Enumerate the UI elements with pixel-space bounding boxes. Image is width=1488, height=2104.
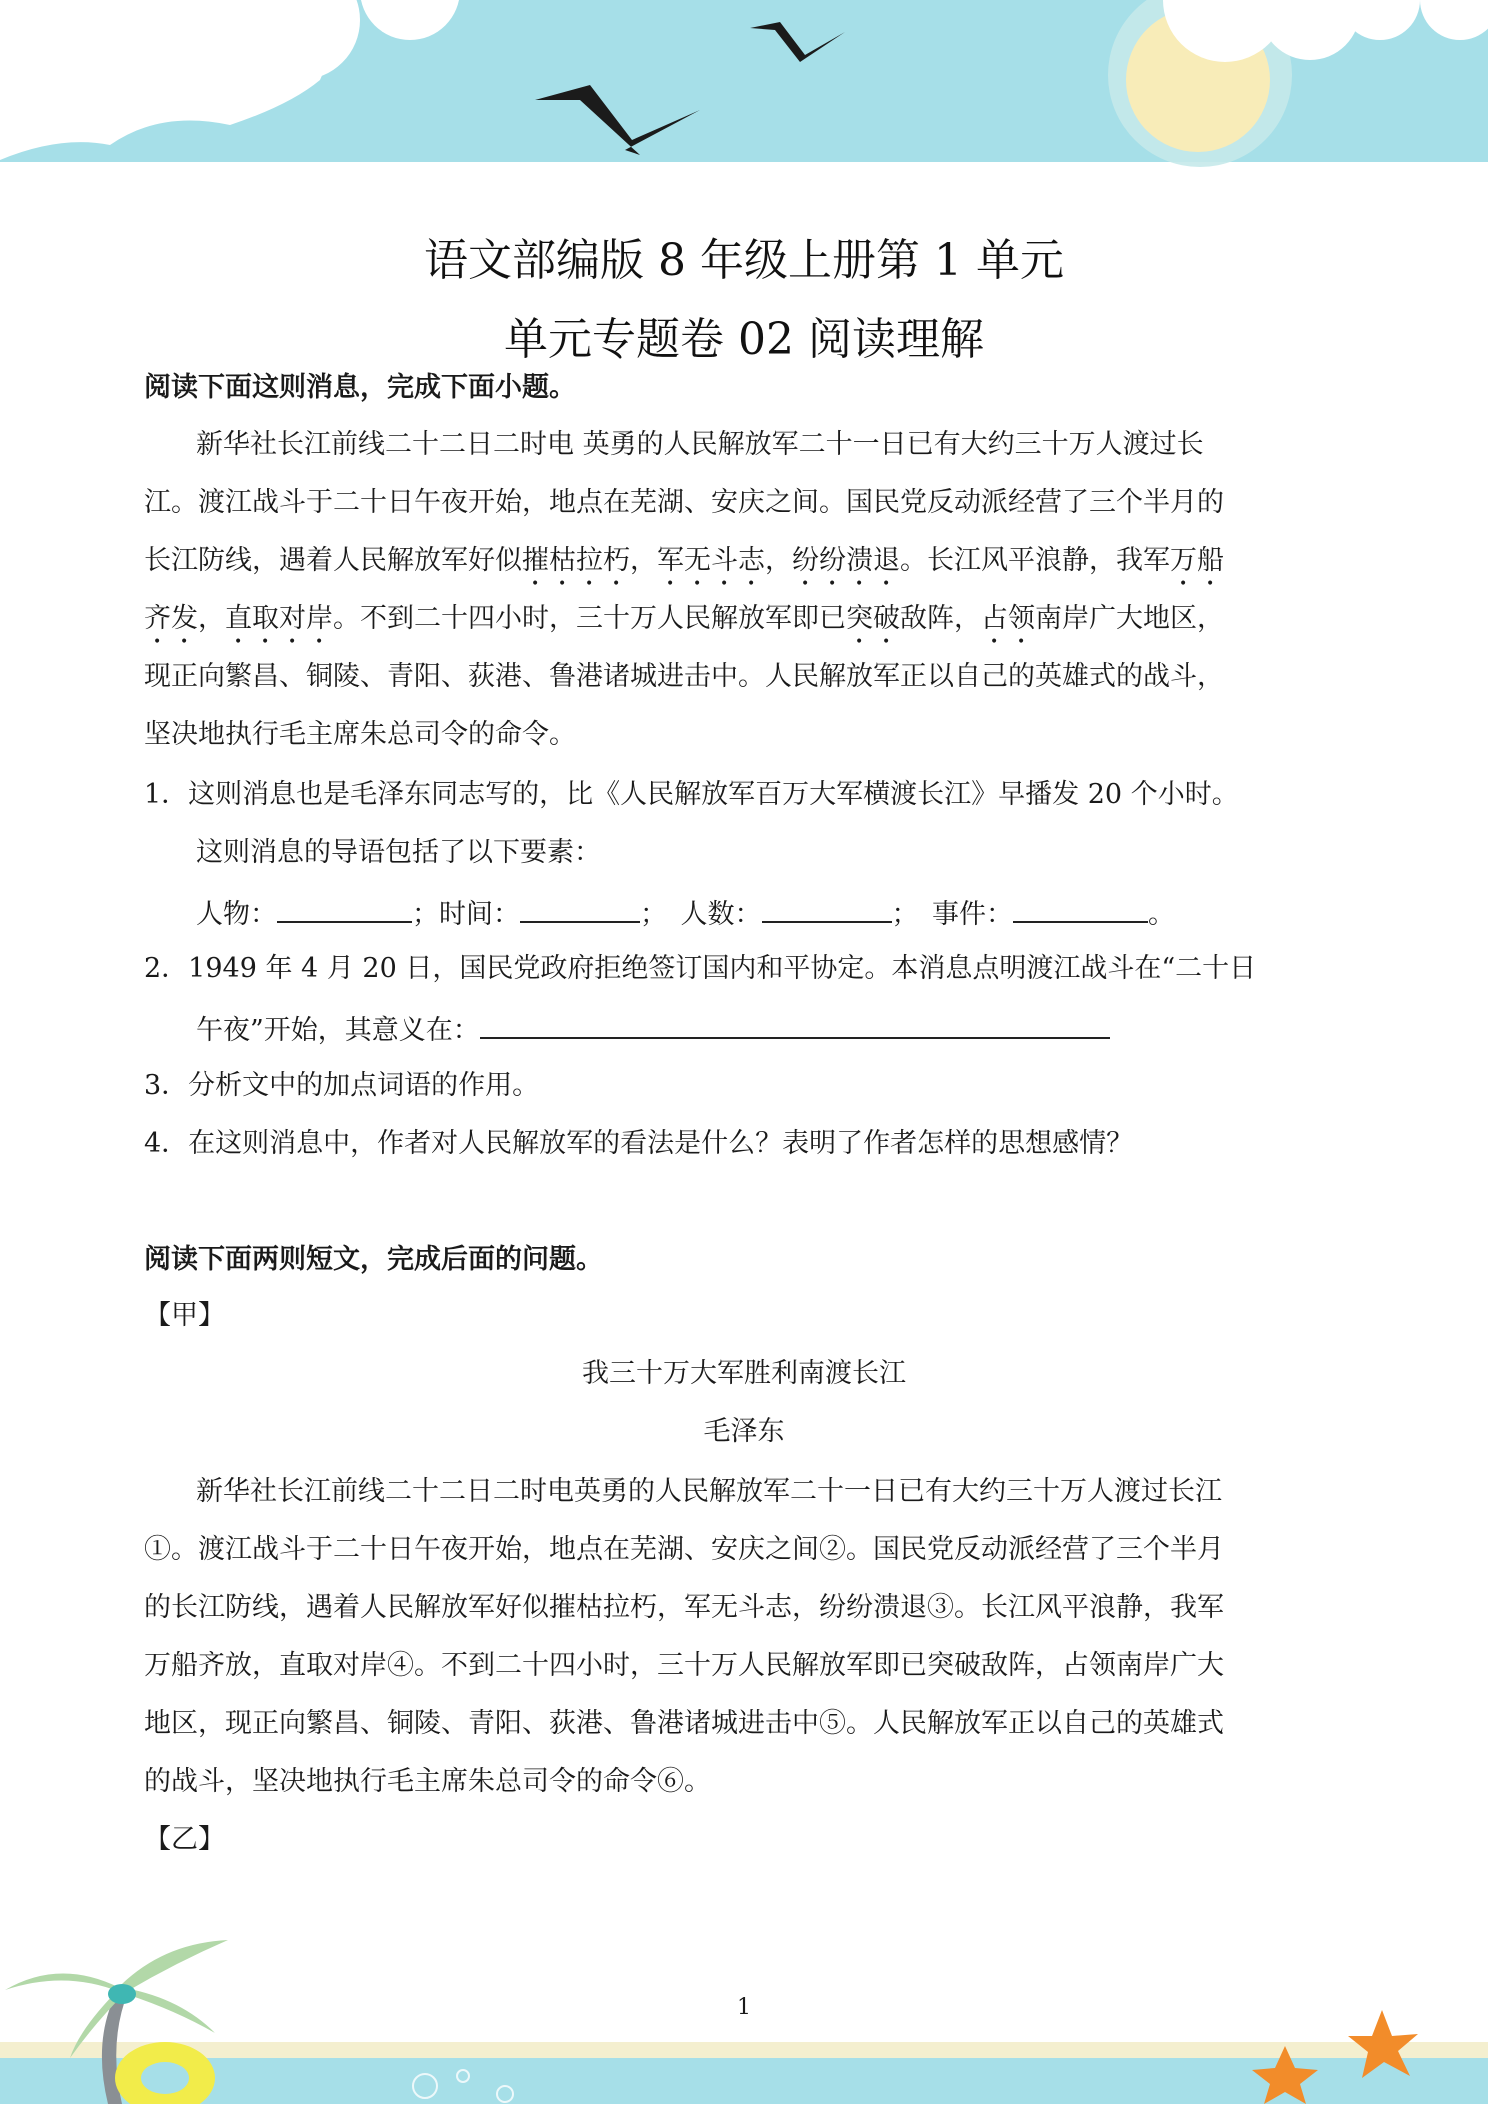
dotted-word: 占领: [981, 603, 1035, 634]
passage-line: 现正向繁昌、铜陵、青阳、荻港、鲁港诸城进击中。人民解放军正以自己的英雄式的战斗，: [144, 661, 1224, 692]
passage-line: 万船齐放，直取对岸④。不到二十四小时，三十万人民解放军即已突破敌阵，占领南岸广大: [144, 1650, 1224, 1681]
passage-line: 齐发，直取对岸。不到二十四小时，三十万人民解放军即已突破敌阵，占领南岸广大地区，: [144, 603, 1224, 634]
question-1-text: 1．这则消息也是毛泽东同志写的，比《人民解放军百万大军横渡长江》早播发 20 个小时。: [144, 779, 1239, 810]
article-title: 我三十万大军胜利南渡长江: [582, 1358, 906, 1389]
page-number: 1: [737, 1995, 751, 2020]
question-4: 4．在这则消息中，作者对人民解放军的看法是什么？表明了作者怎样的思想感情？: [144, 1128, 1134, 1159]
question-2-text: 2．1949 年 4 月 20 日，国民党政府拒绝签订国内和平协定。本消息点明渡江战斗在“二十日: [144, 953, 1257, 984]
question-1-fields: 人物： ；时间： ； 人数： ； 事件： 。: [196, 891, 1396, 935]
dateline: 新华社长江前线二十二日二时电: [196, 1476, 574, 1507]
answer-blank-time[interactable]: [520, 891, 640, 923]
question-3: 3．分析文中的加点词语的作用。: [144, 1070, 540, 1101]
question-1-subtext: 这则消息的导语包括了以下要素：: [196, 837, 601, 868]
header-decoration: [0, 0, 1488, 170]
question-2-subtext: 午夜”开始，其意义在：: [196, 1007, 1396, 1051]
dotted-word: 军无斗志: [657, 545, 765, 576]
dotted-word: 纷纷溃退: [792, 545, 900, 576]
section2-instruction: 阅读下面两则短文，完成后面的问题。: [144, 1244, 603, 1275]
passage-line: 江。渡江战斗于二十日午夜开始，地点在芜湖、安庆之间。国民党反动派经营了三个半月的: [144, 487, 1224, 518]
passage-line: 长江防线，遇着人民解放军好似摧枯拉朽，军无斗志，纷纷溃退。长江风平浪静，我军万船: [144, 545, 1224, 576]
section1-instruction: 阅读下面这则消息，完成下面小题。: [144, 372, 576, 403]
article-author: 毛泽东: [703, 1416, 785, 1447]
dotted-word: 齐发: [144, 603, 198, 634]
passage-line: 的战斗，坚决地执行毛主席朱总司令的命令⑥。: [144, 1766, 711, 1797]
passage-line: 坚决地执行毛主席朱总司令的命令。: [144, 719, 576, 750]
answer-blank-meaning[interactable]: [480, 1007, 1110, 1039]
dotted-word: 突破: [846, 603, 900, 634]
dotted-word: 摧枯拉朽: [522, 545, 630, 576]
label-jia: 【甲】: [144, 1300, 225, 1331]
passage-line: 新华社长江前线二十二日二时电 英勇的人民解放军二十一日已有大约三十万人渡过长: [196, 429, 1204, 460]
passage-line: 新华社长江前线二十二日二时电英勇的人民解放军二十一日已有大约三十万人渡过长江: [196, 1476, 1222, 1507]
answer-blank-event[interactable]: [1013, 891, 1148, 923]
answer-blank-person[interactable]: [277, 891, 412, 923]
page-subtitle: 单元专题卷 02 阅读理解: [504, 314, 984, 365]
passage-line: 的长江防线，遇着人民解放军好似摧枯拉朽，军无斗志，纷纷溃退③。长江风平浪静，我军: [144, 1592, 1224, 1623]
dotted-word: 万船: [1170, 545, 1224, 576]
passage-line: ①。渡江战斗于二十日午夜开始，地点在芜湖、安庆之间②。国民党反动派经营了三个半月: [144, 1534, 1224, 1565]
answer-blank-count[interactable]: [762, 891, 892, 923]
dotted-word: 直取对岸: [225, 603, 333, 634]
passage-line: 地区，现正向繁昌、铜陵、青阳、荻港、鲁港诸城进击中⑤。人民解放军正以自己的英雄式: [144, 1708, 1224, 1739]
label-yi: 【乙】: [144, 1824, 225, 1855]
page-title: 语文部编版 8 年级上册第 1 单元: [424, 235, 1064, 286]
